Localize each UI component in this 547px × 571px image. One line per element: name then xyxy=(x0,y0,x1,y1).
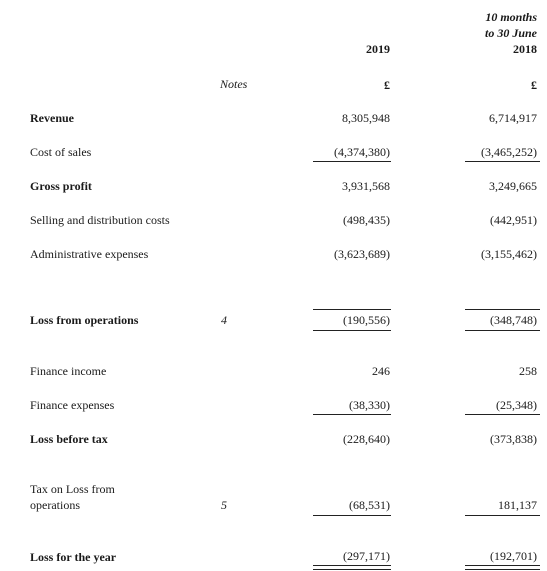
loss-ops-2019-topline xyxy=(313,309,391,310)
loss-before-tax-2019: (228,640) xyxy=(343,432,390,446)
cost-of-sales-2019: (4,374,380) xyxy=(334,145,390,159)
loss-ops-2018-underline xyxy=(465,330,540,331)
revenue-2018: 6,714,917 xyxy=(489,111,537,125)
selling-costs-label: Selling and distribution costs xyxy=(30,213,170,227)
admin-expenses-2018: (3,155,462) xyxy=(481,247,537,261)
loss-before-tax-2018: (373,838) xyxy=(490,432,537,446)
col-2018-year: 2018 xyxy=(513,42,537,56)
col-2019-year: 2019 xyxy=(366,42,390,56)
col-2018-heading-line1: 10 months xyxy=(485,10,537,24)
finance-income-2019: 246 xyxy=(372,364,390,378)
tax-2018-underline xyxy=(465,515,540,516)
tax-label-line2: operations xyxy=(30,498,80,512)
cost-of-sales-2018: (3,465,252) xyxy=(481,145,537,159)
tax-note: 5 xyxy=(221,498,227,512)
finance-expenses-label: Finance expenses xyxy=(30,398,115,412)
loss-for-year-2019: (297,171) xyxy=(343,549,390,563)
admin-expenses-2019: (3,623,689) xyxy=(334,247,390,261)
loss-ops-2019-underline xyxy=(313,330,391,331)
cost-of-sales-label: Cost of sales xyxy=(30,145,92,159)
cost-of-sales-2019-underline xyxy=(313,161,391,162)
gross-profit-2019: 3,931,568 xyxy=(342,179,390,193)
tax-2018: 181,137 xyxy=(498,498,537,512)
revenue-2019: 8,305,948 xyxy=(342,111,390,125)
gross-profit-2018: 3,249,665 xyxy=(489,179,537,193)
loss-ops-2018-topline xyxy=(465,309,540,310)
finance-income-label: Finance income xyxy=(30,364,107,378)
tax-2019-underline xyxy=(313,515,391,516)
loss-before-tax-label: Loss before tax xyxy=(30,432,108,446)
tax-2019: (68,531) xyxy=(349,498,390,512)
finance-expenses-2018-underline xyxy=(465,414,540,415)
finance-expenses-2019-underline xyxy=(313,414,391,415)
loss-from-operations-2018: (348,748) xyxy=(490,313,537,327)
cost-of-sales-2018-underline xyxy=(465,161,540,162)
loss-for-year-2018-double-underline xyxy=(465,565,540,570)
currency-2019: £ xyxy=(384,78,390,92)
finance-income-2018: 258 xyxy=(519,364,537,378)
loss-from-operations-2019: (190,556) xyxy=(343,313,390,327)
tax-label-line1: Tax on Loss from xyxy=(30,482,115,496)
loss-from-operations-label: Loss from operations xyxy=(30,313,139,327)
notes-column-heading: Notes xyxy=(220,77,248,91)
currency-2018: £ xyxy=(531,78,537,92)
gross-profit-label: Gross profit xyxy=(30,179,92,193)
loss-for-year-label: Loss for the year xyxy=(30,550,117,564)
selling-costs-2019: (498,435) xyxy=(343,213,390,227)
loss-for-year-2019-double-underline xyxy=(313,565,391,570)
col-2018-heading-line2: to 30 June xyxy=(484,26,537,40)
finance-expenses-2019: (38,330) xyxy=(349,398,390,412)
loss-for-year-2018: (192,701) xyxy=(490,549,537,563)
admin-expenses-label: Administrative expenses xyxy=(30,247,149,261)
finance-expenses-2018: (25,348) xyxy=(496,398,537,412)
revenue-label: Revenue xyxy=(30,111,74,125)
selling-costs-2018: (442,951) xyxy=(490,213,537,227)
loss-from-operations-note: 4 xyxy=(221,313,227,327)
